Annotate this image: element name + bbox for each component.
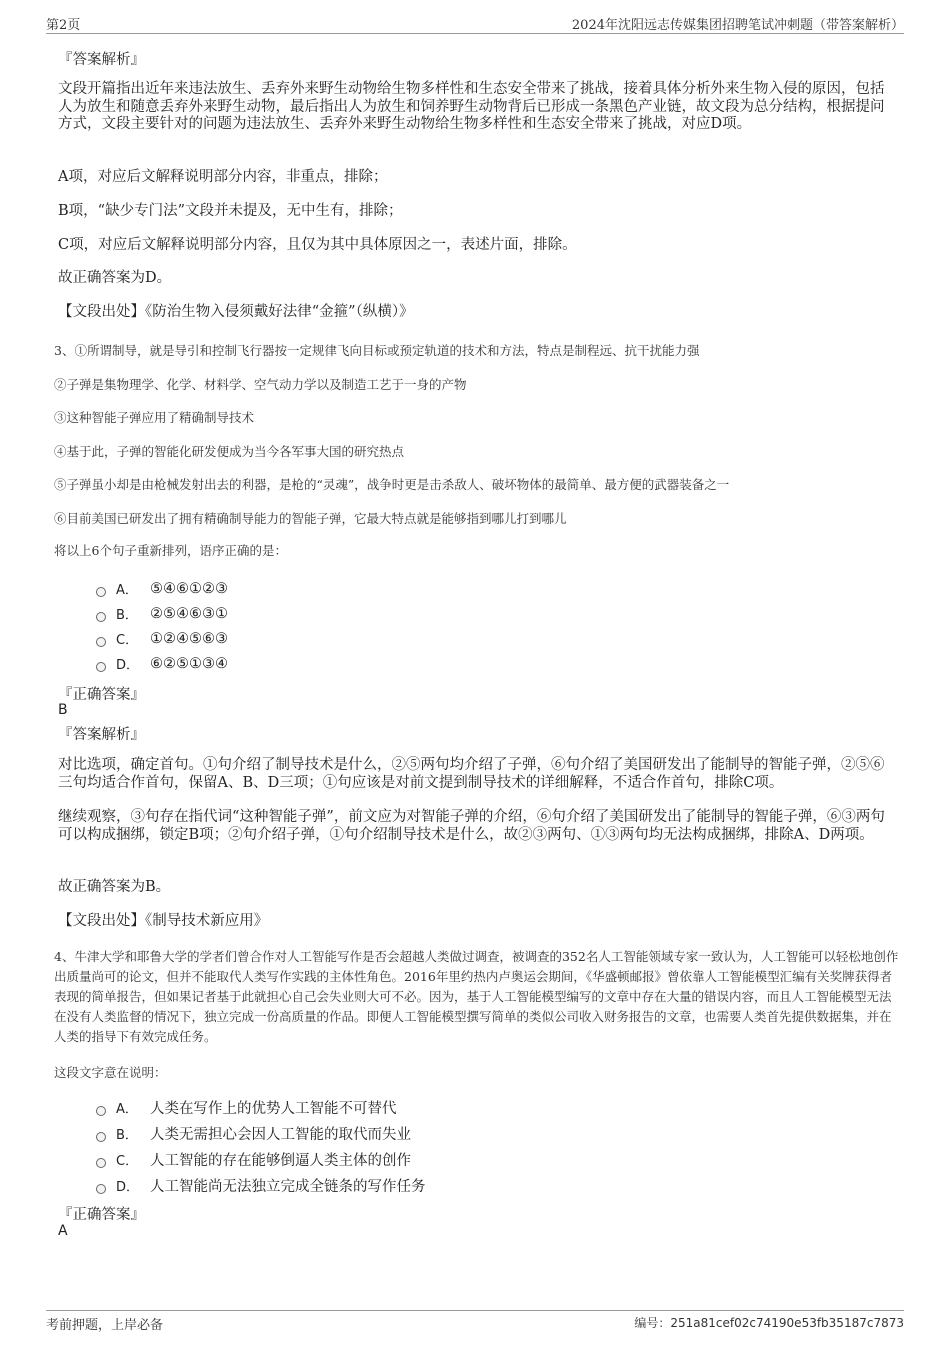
option-letter: B． — [116, 608, 138, 623]
option-text: ②⑤④⑥③① — [150, 605, 228, 622]
q2-option-b-analysis: B项，“缺少专门法”文段并未提及，无中生有，排除； — [58, 203, 403, 219]
q3-sentence-5: ⑤子弹虽小却是由枪械发射出去的利器，是枪的“灵魂”，战争时更是击杀敌人、破坏物体的最简单、最方便的武器装备之一 — [54, 477, 730, 492]
option-text: ①②④⑤⑥③ — [150, 630, 228, 647]
header-document-title: 2024年沈阳远志传媒集团招聘笔试冲刺题（带答案解析） — [571, 18, 904, 33]
q4-option-b[interactable] — [96, 1123, 411, 1144]
q2-analysis-text: 文段开篇指出近年来违法放生、丢弃外来野生动物给生物多样性和生态安全带来了挑战，接着具体分析外来生物入侵的原因，包括人为放生和随意丢弃外来野生动物，最后指出人为放生和饲养野生动物背后已形成一条黑色产业链，故文段为总分结构，根据提问方式，文段主要针对的问题为违法放生、丢弃外来野生动物给生物多样性和生态安全带来了挑战，对应D项。 — [58, 81, 885, 132]
radio-button[interactable] — [96, 1158, 106, 1168]
radio-button[interactable] — [96, 1184, 106, 1194]
radio-button[interactable] — [96, 1132, 106, 1142]
q2-option-a-analysis: A项，对应后文解释说明部分内容，非重点，排除； — [58, 169, 388, 185]
option-letter: A． — [116, 583, 138, 598]
option-letter: C． — [116, 1154, 139, 1169]
q3-option-a[interactable] — [96, 579, 228, 598]
radio-button[interactable] — [96, 587, 106, 597]
option-text: 人工智能尚无法独立完成全链条的写作任务 — [150, 1179, 426, 1195]
q3-analysis-label: 『答案解析』 — [58, 727, 145, 743]
q3-sentence-4: ④基于此，子弹的智能化研发便成为当今各军事大国的研究热点 — [54, 444, 405, 459]
q3-option-b[interactable] — [96, 604, 228, 623]
q4-correct-label: 『正确答案』 — [58, 1207, 145, 1223]
footer-slogan: 考前押题，上岸必备 — [46, 1318, 164, 1333]
option-letter: B． — [116, 1128, 138, 1143]
radio-button[interactable] — [96, 637, 106, 647]
q3-sentence-6: ⑥目前美国已研发出了拥有精确制导能力的智能子弹，它最大特点就是能够指到哪儿打到哪儿 — [54, 511, 567, 526]
radio-button[interactable] — [96, 1106, 106, 1116]
radio-button[interactable] — [96, 662, 106, 672]
q3-sentence-3: ③这种智能子弹应用了精确制导技术 — [54, 410, 255, 425]
option-text: ⑥②⑤①③④ — [150, 655, 228, 672]
q4-option-a[interactable] — [96, 1097, 397, 1118]
option-text: ⑤④⑥①②③ — [150, 580, 228, 597]
q2-analysis-label: 『答案解析』 — [58, 52, 145, 68]
option-text: 人类在写作上的优势人工智能不可替代 — [150, 1101, 397, 1117]
q2-conclusion: 故正确答案为D。 — [58, 270, 172, 286]
header-divider — [46, 33, 904, 34]
option-letter: A． — [116, 1102, 138, 1117]
q3-correct-value: B — [58, 702, 68, 718]
option-letter: C． — [116, 633, 139, 648]
q3-analysis-paragraph-1: 对比选项，确定首句。①句介绍了制导技术是什么，②⑤两句均介绍了子弹，⑥句介绍了美国研发出了能制导的智能子弹，②⑤⑥三句均适合作首句，保留A、B、D三项；①句应该是对前文提到制导技术的详细解释，不适合作首句，排除C项。 — [58, 757, 885, 791]
radio-button[interactable] — [96, 612, 106, 622]
q3-option-c[interactable] — [96, 629, 228, 648]
q4-option-c[interactable] — [96, 1149, 411, 1170]
footer-document-id: 编号：251a81cef02c74190e53fb35187c7873 — [634, 1316, 904, 1330]
q3-analysis-paragraph-2: 继续观察，③句存在指代词“这种智能子弹”，前文应为对智能子弹的介绍，⑥句介绍了美国研发出了能制导的智能子弹，⑥③两句可以构成捆绑，锁定B项；②句介绍子弹，①句介绍制导技术是什么，故②③两句、①③两句均无法构成捆绑，排除A、D两项。 — [58, 809, 885, 843]
q3-sentence-1: 3、①所谓制导，就是导引和控制飞行器按一定规律飞向目标或预定轨道的技术和方法，特点是制程远、抗干扰能力强 — [54, 343, 700, 358]
q4-correct-value: A — [58, 1223, 68, 1239]
q3-source: 【文段出处】《制导技术新应用》 — [58, 913, 269, 929]
header-page-number: 第2页 — [46, 18, 81, 33]
q4-option-d[interactable] — [96, 1175, 426, 1196]
option-letter: D． — [116, 658, 140, 673]
option-text: 人工智能的存在能够倒逼人类主体的创作 — [150, 1153, 411, 1169]
footer-divider — [46, 1310, 904, 1311]
q3-conclusion: 故正确答案为B。 — [58, 879, 171, 895]
q2-source: 【文段出处】《防治生物入侵须戴好法律“金箍”（纵横）》 — [58, 304, 414, 320]
q3-question: 将以上6个句子重新排列，语序正确的是： — [54, 543, 287, 558]
q2-option-c-analysis: C项，对应后文解释说明部分内容，且仅为其中具体原因之一，表述片面，排除。 — [58, 237, 577, 253]
q4-stem: 4、牛津大学和耶鲁大学的学者们曾合作对人工智能写作是否会超越人类做过调查，被调查的352名人工智能领域专家一致认为，人工智能可以轻松地创作出质量尚可的论文，但并不能取代人类写作实践的主体性角色。2016年里约热内卢奥运会期间，《华盛顿邮报》曾依靠人工智能模型汇编有关奖牌获得者表现的简单报告，但如果记者基于此就担心自己会失业则大可不必。因为，基于人工智能模型编写的文章中存在大量的错误内容，而且人工智能模型无法在没有人类监督的情况下，独立完成一份高质量的作品。即便人工智能模型撰写简单的类似公司收入财务报告的文章，也需要人类首先提供数据集，并在人类的指导下有效完成任务。 — [54, 949, 899, 1044]
option-text: 人类无需担心会因人工智能的取代而失业 — [150, 1127, 411, 1143]
q4-question: 这段文字意在说明： — [54, 1065, 167, 1080]
q3-option-d[interactable] — [96, 654, 228, 673]
q3-correct-label: 『正确答案』 — [58, 687, 145, 703]
option-letter: D． — [116, 1180, 140, 1195]
q3-sentence-2: ②子弹是集物理学、化学、材料学、空气动力学以及制造工艺于一身的产物 — [54, 377, 467, 392]
